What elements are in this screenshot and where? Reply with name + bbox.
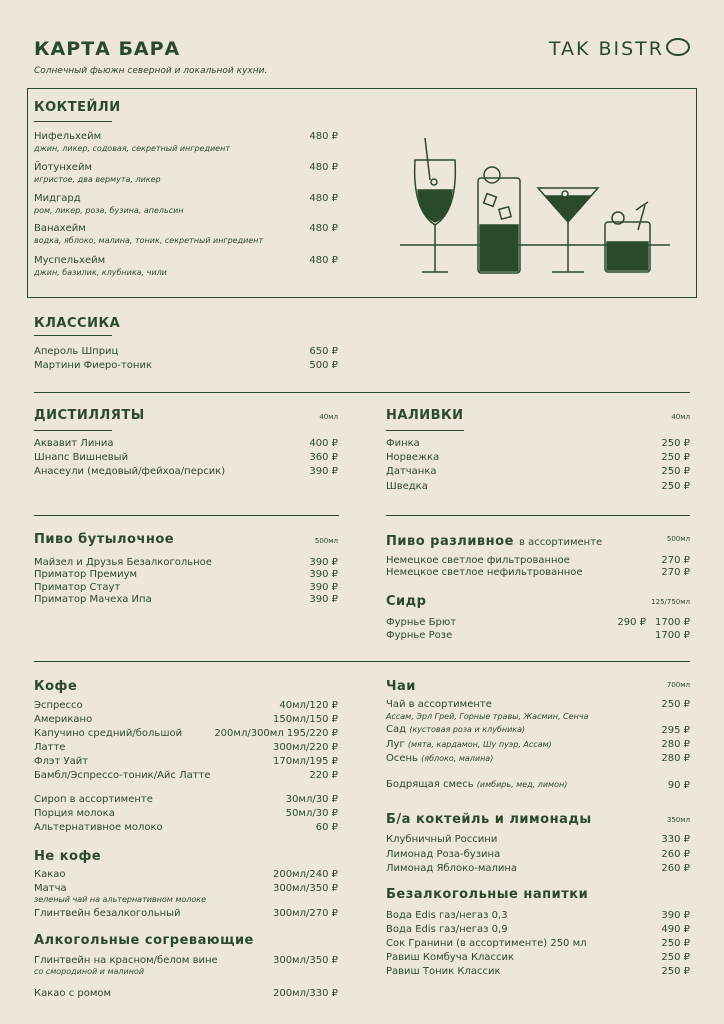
brand-logo [549, 38, 690, 60]
tea-title: Чаи [386, 679, 416, 694]
menu-item-name: Норвежка [386, 452, 440, 463]
section-divider [34, 392, 690, 393]
menu-item-note: (яблоко, малина) [421, 754, 494, 763]
menu-item-desc: ром, ликер, роза, бузина, апельсин [34, 206, 184, 215]
menu-item-name: Приматор Стаут [34, 582, 121, 593]
menu-item-name: Датчанка [386, 466, 437, 477]
menu-item-price: 270 ₽ [661, 567, 690, 578]
menu-item-name: Мидгард [34, 193, 81, 204]
menu-item-name: Какао [34, 869, 66, 880]
menu-item-price: 390 ₽ [661, 910, 690, 921]
menu-item-name: Осень [386, 753, 418, 764]
menu-item-name: Лимонад Яблоко-малина [386, 863, 518, 874]
classics-underline [34, 335, 112, 336]
menu-item-note: (мята, кардамон, Шу пуэр, Ассам) [407, 740, 552, 749]
menu-item-price: 250 ₽ [661, 952, 690, 963]
volume-label: 350мл [666, 816, 690, 824]
cider-title: Сидр [386, 594, 427, 609]
menu-item-price: 150мл/150 ₽ [272, 714, 338, 725]
menu-item-price: 250 ₽ [661, 466, 690, 477]
menu-item-name: Финка [386, 438, 420, 449]
logo-text: TAK BISTR [548, 38, 664, 60]
menu-item-price: 200мл/330 ₽ [272, 988, 338, 999]
menu-item-name: Бодрящая смесь [386, 779, 474, 790]
menu-item-name: Чай в ассортименте [386, 699, 492, 710]
menu-item-price: 500 ₽ [309, 360, 338, 371]
menu-item-desc: игристое, два вермута, ликер [34, 175, 161, 184]
distillates-underline [34, 430, 112, 431]
draft-beer-title: Пиво разливное [386, 534, 514, 549]
menu-item-price: 50мл/30 ₽ [285, 808, 338, 819]
menu-item-name: Апероль Шприц [34, 346, 119, 357]
menu-item-name: Фурнье Розе [386, 630, 453, 641]
menu-item-price: 300мл/350 ₽ [272, 883, 338, 894]
menu-item-price: 480 ₽ [309, 131, 338, 142]
cocktail-glasses-illustration [400, 130, 670, 280]
menu-item-name: Сад [386, 724, 407, 735]
volume-label: 40мл [671, 413, 690, 421]
menu-item-note: (имбирь, мед, лимон) [476, 780, 568, 789]
menu-item-price: 480 ₽ [309, 223, 338, 234]
menu-item-price: 390 ₽ [309, 594, 338, 605]
menu-item-name: Бамбл/Эспрессо-тоник/Айс Латте [34, 770, 211, 781]
menu-item-name: Капучино средний/большой [34, 728, 183, 739]
menu-item-price: 650 ₽ [309, 346, 338, 357]
menu-item-name: Немецкое светлое фильтрованное [386, 555, 570, 566]
menu-item-price: 60 ₽ [315, 822, 338, 833]
section-divider [34, 515, 339, 516]
menu-item-price: 280 ₽ [661, 753, 690, 764]
tea-item [386, 753, 493, 764]
menu-item-name: Нифельхейм [34, 131, 102, 142]
menu-item-price: 200мл/240 ₽ [272, 869, 338, 880]
menu-item-price: 250 ₽ [661, 966, 690, 977]
draft-beer-note: в ассортименте [519, 537, 603, 548]
cocktails-title: КОКТЕЙЛИ [34, 100, 121, 115]
menu-item-price: 250 ₽ [661, 452, 690, 463]
volume-label: 125/750мл [651, 598, 690, 606]
menu-item-name: Аквавит Линиа [34, 438, 114, 449]
distillates-title: ДИСТИЛЛЯТЫ [34, 408, 145, 423]
volume-label: 500мл [666, 535, 690, 543]
menu-item-price: 390 ₽ [309, 466, 338, 477]
menu-item-name: Муспельхейм [34, 255, 106, 266]
volume-label: 40мл [319, 413, 338, 421]
liqueurs-underline [386, 430, 464, 431]
page-title: КАРТА БАРА [34, 38, 181, 60]
menu-item-name: Равиш Комбуча Классик [386, 952, 515, 963]
menu-item-desc: водка, яблоко, малина, тоник, секретный ингредиент [34, 236, 264, 245]
menu-item-name: Матча [34, 883, 67, 894]
menu-item-name: Йотунхейм [34, 162, 92, 173]
menu-item-price: 295 ₽ [661, 725, 690, 736]
menu-item-price: 30мл/30 ₽ [285, 794, 338, 805]
menu-item-price: 330 ₽ [661, 834, 690, 845]
menu-item-name: Флэт Уайт [34, 756, 89, 767]
menu-item-price: 250 ₽ [661, 938, 690, 949]
menu-item-name: Лимонад Роза-бузина [386, 849, 501, 860]
menu-item-price: 480 ₽ [309, 193, 338, 204]
menu-item-price: 170мл/195 ₽ [272, 756, 338, 767]
menu-item-price: 300мл/270 ₽ [272, 908, 338, 919]
menu-item-price: 480 ₽ [309, 255, 338, 266]
menu-item-price: 390 ₽ [309, 557, 338, 568]
menu-item-name: Фурнье Брют [386, 617, 457, 628]
coffee-title: Кофе [34, 679, 78, 694]
menu-item-price: 90 ₽ [667, 780, 690, 791]
menu-item-price: 260 ₽ [661, 863, 690, 874]
menu-item-price: 270 ₽ [661, 555, 690, 566]
menu-item-price: 220 ₽ [309, 770, 338, 781]
menu-item-desc: со смородиной и малиной [34, 967, 145, 976]
fish-logo-icon [666, 38, 690, 56]
volume-label: 500мл [314, 537, 338, 545]
menu-item-price: 300мл/220 ₽ [272, 742, 338, 753]
menu-item-name: Глинтвейн на красном/белом вине [34, 955, 218, 966]
draft-beer-heading [386, 530, 602, 549]
menu-item-name: Эспрессо [34, 700, 83, 711]
tea-item [386, 779, 567, 790]
page-subtitle: Солнечный фьюжн северной и локальной кухни. [34, 66, 268, 76]
menu-item-name: Вода Edis газ/негаз 0,9 [386, 924, 508, 935]
menu-item-name: Сок Гранини (в ассортименте) 250 мл [386, 938, 587, 949]
menu-item-price: 200мл/300мл 195/220 ₽ [214, 728, 338, 739]
liqueurs-title: НАЛИВКИ [386, 408, 464, 423]
section-divider [386, 515, 690, 516]
menu-item-name: Какао с ромом [34, 988, 112, 999]
menu-item-name: Мартини Фиеро-тоник [34, 360, 152, 371]
menu-item-name: Латте [34, 742, 66, 753]
menu-item-name: Приматор Премиум [34, 569, 138, 580]
menu-item-name: Ванахейм [34, 223, 86, 234]
bottled-beer-title: Пиво бутылочное [34, 532, 175, 547]
tea-item [386, 739, 552, 750]
menu-item-name: Американо [34, 714, 93, 725]
cocktails-underline [34, 121, 112, 122]
menu-item-price: 490 ₽ [661, 924, 690, 935]
menu-item-name: Шнапс Вишневый [34, 452, 129, 463]
menu-item-name: Анасеули (медовый/фейхоа/персик) [34, 466, 226, 477]
classics-title: КЛАССИКА [34, 316, 121, 331]
menu-item-price: 250 ₽ [661, 699, 690, 710]
menu-item-price: 250 ₽ [661, 438, 690, 449]
menu-item-price: 390 ₽ [309, 582, 338, 593]
volume-label: 700мл [666, 681, 690, 689]
menu-item-desc: Ассам, Эрл Грей, Горные травы, Жасмин, Сенча [386, 712, 589, 721]
menu-item-price: 390 ₽ [309, 569, 338, 580]
menu-item-price: 280 ₽ [661, 739, 690, 750]
menu-item-name: Альтернативное молоко [34, 822, 163, 833]
menu-item-name: Майзел и Друзья Безалкогольное [34, 557, 212, 568]
menu-item-desc: джин, базилик, клубника, чили [34, 268, 167, 277]
menu-item-price: 1700 ₽ [655, 630, 690, 641]
menu-item-name: Порция молока [34, 808, 115, 819]
menu-item-price: 260 ₽ [661, 849, 690, 860]
menu-item-desc: зеленый чай на альтернативном молоке [34, 895, 207, 904]
menu-item-name: Глинтвейн безалкогольный [34, 908, 181, 919]
menu-item-price: 300мл/350 ₽ [272, 955, 338, 966]
menu-item-price: 250 ₽ [661, 481, 690, 492]
menu-item-price: 1700 ₽ [655, 617, 690, 628]
menu-item-name: Вода Edis газ/негаз 0,3 [386, 910, 508, 921]
warming-title: Алкогольные согревающие [34, 933, 254, 948]
soft-drinks-title: Безалкогольные напитки [386, 887, 589, 902]
menu-item-price: 40мл/120 ₽ [279, 700, 338, 711]
menu-item-name: Сироп в ассортименте [34, 794, 153, 805]
mocktails-title: Б/а коктейль и лимонады [386, 812, 592, 827]
menu-item-price-small: 290 ₽ [617, 617, 646, 628]
menu-item-price: 400 ₽ [309, 438, 338, 449]
tea-item [386, 724, 525, 735]
menu-item-name: Клубничный Россини [386, 834, 498, 845]
menu-item-desc: джин, ликер, содовая, секретный ингредиент [34, 144, 230, 153]
menu-item-name: Шведка [386, 481, 428, 492]
not-coffee-title: Не кофе [34, 849, 102, 864]
menu-item-name: Равиш Тоник Классик [386, 966, 501, 977]
menu-item-name: Приматор Мачеха Ипа [34, 594, 152, 605]
menu-item-name: Луг [386, 739, 405, 750]
menu-item-note: (кустовая роза и клубника) [409, 725, 526, 734]
section-divider [34, 661, 690, 662]
menu-item-price: 360 ₽ [309, 452, 338, 463]
menu-item-price: 480 ₽ [309, 162, 338, 173]
menu-item-name: Немецкое светлое нефильтрованное [386, 567, 583, 578]
